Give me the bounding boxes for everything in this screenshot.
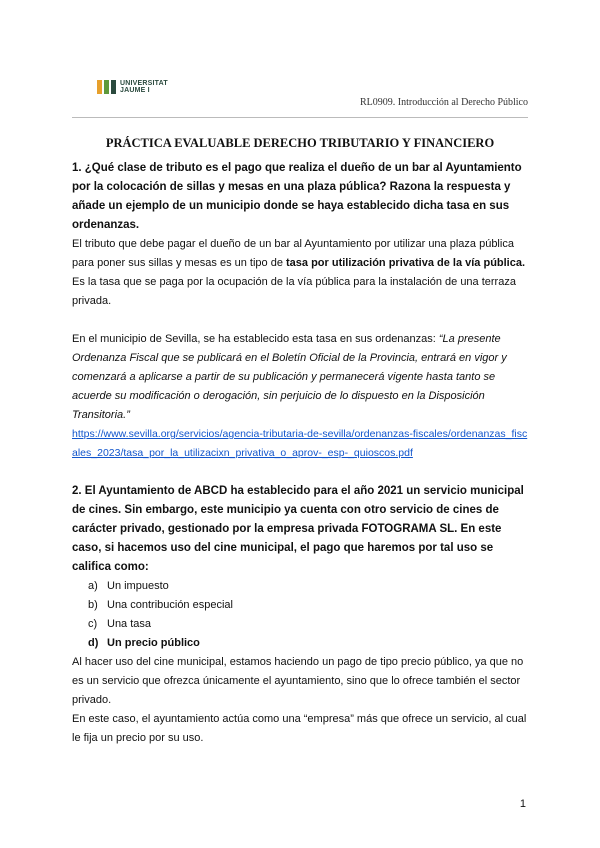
page-number: 1 (519, 798, 526, 810)
option-d-selected: d) Un precio público (88, 637, 200, 649)
answer-1-text-a: El tributo que debe pagar el dueño de un bar al Ayuntamiento por utilizar una plaza pública para poner sus sillas y mesas es un tipo de (72, 238, 514, 269)
logo-line-2: JAUME I (120, 87, 150, 94)
example-paragraph (72, 330, 528, 425)
question-2: 2. El Ayuntamiento de ABCD ha establecido para el año 2021 un servicio municipal de cines. Sin embargo, este municipio ya cuenta con otro servicio de cines de carácter privado, gestionado por la empresa privada FOTOGRAMA SL. En este caso, si hacemos uso del cine municipal, el pago que haremos por tal uso se califica como: (72, 485, 524, 573)
question-1: 1. ¿Qué clase de tributo es el pago que realiza el dueño de un bar al Ayuntamiento por la colocación de sillas y mesas en una plaza pública? Razona la respuesta y añade un ejemplo de un municipio donde se haya establecido dicha tasa en sus ordenanzas. (72, 162, 522, 231)
header-divider (72, 117, 528, 118)
example-intro: En el municipio de Sevilla, se ha establecido esta tasa en sus ordenanzas: (72, 333, 439, 345)
spacer (72, 463, 528, 482)
option-a: a) Un impuesto (88, 580, 169, 592)
source-link[interactable]: https://www.sevilla.org/servicios/agencia-tributaria-de-sevilla/ordenanzas-fiscales/ordenanzas_fiscales_2023/tasa_por_la_utilizacixn_privativa_o_aprov-_esp-_quioscos.pdf (72, 428, 528, 459)
answer-1-bold: tasa por utilización privativa de la vía pública. (286, 257, 526, 269)
logo-text (120, 80, 168, 94)
logo-line-1: UNIVERSITAT (120, 80, 168, 87)
logo-mark-icon (97, 80, 116, 94)
example-quote: “La presente Ordenanza Fiscal que se publicará en el Boletín Oficial de la Provincia, entrará en vigor y comenzará a aplicarse a partir de su publicación y permanecerá vigente hasta tanto se acuerde su modificación o derogación, sin perjuicio de lo dispuesto en la Disposición Transitoria.” (72, 333, 507, 421)
answer-2-paragraph-2: En este caso, el ayuntamiento actúa como una “empresa” más que ofrece un servicio, al cual le fija un precio por su uso. (72, 713, 527, 744)
option-b: b) Una contribución especial (88, 599, 233, 611)
course-header: RL0909. Introducción al Derecho Público (359, 97, 528, 108)
spacer (72, 311, 528, 330)
answer-options (72, 577, 528, 653)
university-logo (97, 80, 168, 94)
document-title: PRÁCTICA EVALUABLE DERECHO TRIBUTARIO Y FINANCIERO (105, 136, 495, 150)
option-c: c) Una tasa (88, 618, 152, 630)
answer-1 (72, 235, 528, 311)
document-body (72, 136, 528, 748)
answer-2-paragraph-1: Al hacer uso del cine municipal, estamos haciendo un pago de tipo precio público, ya que no es un servicio que ofrezca únicamente el ayuntamiento, sino que lo ofrece también el sector privado. (72, 656, 524, 706)
answer-1-text-b: Es la tasa que se paga por la ocupación de la vía pública para la instalación de una terraza privada. (72, 276, 516, 307)
